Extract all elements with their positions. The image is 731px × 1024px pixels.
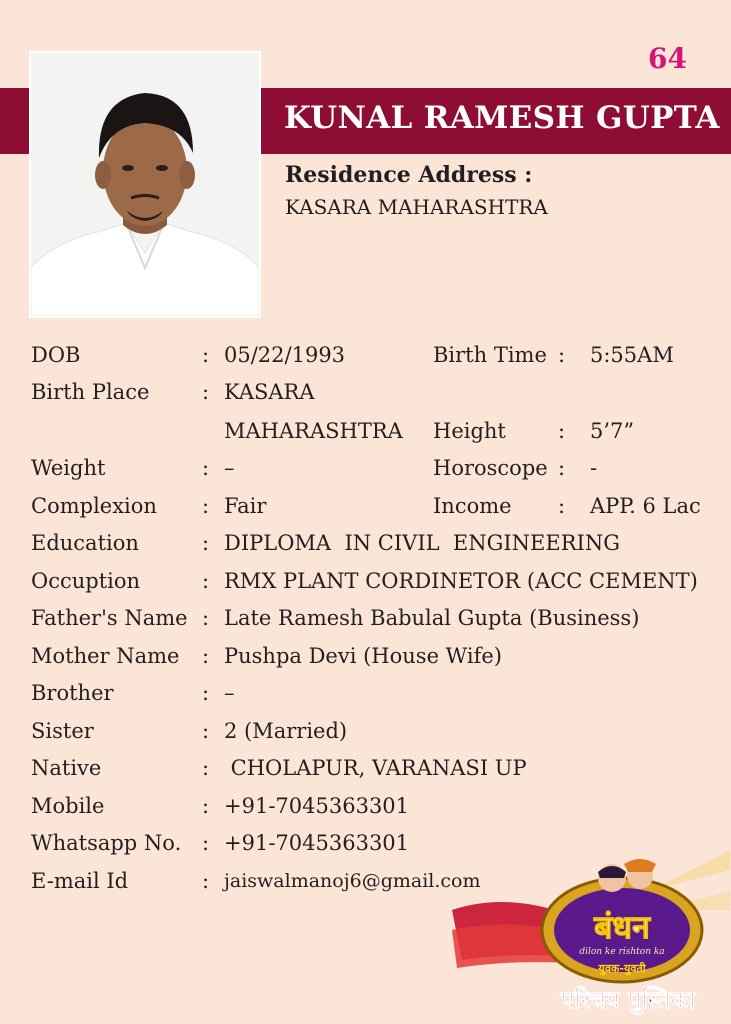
- horoscope-separator: :: [558, 456, 566, 480]
- height-value: 5’7”: [590, 419, 635, 443]
- father-name-separator: :: [202, 606, 210, 630]
- birth-place-value-line2: MAHARASHTRA: [224, 419, 403, 443]
- logo-bottom-text: परिचय पुस्तिका: [560, 986, 696, 1014]
- brother-separator: :: [202, 681, 210, 705]
- mobile-value: +91-7045363301: [224, 794, 410, 818]
- birth-place-value-line1: KASARA: [224, 380, 315, 404]
- complexion-value: Fair: [224, 494, 267, 518]
- native-label: Native: [31, 756, 102, 780]
- education-separator: :: [202, 531, 210, 555]
- income-value: APP. 6 Lac: [590, 494, 701, 518]
- birth-time-value: 5:55AM: [590, 343, 674, 367]
- brother-label: Brother: [31, 681, 114, 705]
- weight-value: –: [224, 456, 235, 480]
- profile-photo: [29, 51, 261, 318]
- whatsapp-value: +91-7045363301: [224, 831, 410, 855]
- dob-label: DOB: [31, 343, 81, 367]
- brother-value: –: [224, 681, 235, 705]
- sister-separator: :: [202, 719, 210, 743]
- horoscope-value: -: [590, 456, 598, 480]
- dob-separator: :: [202, 343, 210, 367]
- father-name-value: Late Ramesh Babulal Gupta (Business): [224, 606, 640, 630]
- native-separator: :: [202, 756, 210, 780]
- weight-separator: :: [202, 456, 210, 480]
- candidate-name: KUNAL RAMESH GUPTA: [284, 100, 720, 136]
- whatsapp-separator: :: [202, 831, 210, 855]
- complexion-label: Complexion: [31, 494, 157, 518]
- occupation-separator: :: [202, 569, 210, 593]
- sister-value: 2 (Married): [224, 719, 348, 743]
- mother-name-value: Pushpa Devi (House Wife): [224, 644, 502, 668]
- logo-subtitle: युवक-युवती: [598, 962, 646, 975]
- logo-tagline: dilon ke rishton ka: [579, 947, 665, 957]
- logo-title: बंधन: [594, 908, 650, 946]
- email-separator: :: [202, 869, 210, 893]
- birth-place-label: Birth Place: [31, 380, 150, 404]
- email-label: E-mail Id: [31, 869, 129, 893]
- mother-name-label: Mother Name: [31, 644, 180, 668]
- birth-place-separator: :: [202, 380, 210, 404]
- education-label: Education: [31, 531, 139, 555]
- mother-name-separator: :: [202, 644, 210, 668]
- occupation-value: RMX PLANT CORDINETOR (ACC CEMENT): [224, 569, 698, 593]
- address-value: KASARA MAHARASHTRA: [285, 195, 548, 219]
- mobile-separator: :: [202, 794, 210, 818]
- horoscope-label: Horoscope: [433, 456, 548, 480]
- dob-value: 05/22/1993: [224, 343, 346, 367]
- height-separator: :: [558, 419, 566, 443]
- occupation-label: Occuption: [31, 569, 141, 593]
- bandhan-logo: [452, 850, 730, 1022]
- native-value: CHOLAPUR, VARANASI UP: [224, 756, 527, 780]
- height-label: Height: [433, 419, 506, 443]
- birth-time-separator: :: [558, 343, 566, 367]
- birth-time-label: Birth Time: [433, 343, 547, 367]
- sister-label: Sister: [31, 719, 94, 743]
- page-number: 64: [648, 42, 687, 75]
- education-value: DIPLOMA IN CIVIL ENGINEERING: [224, 531, 620, 555]
- income-label: Income: [433, 494, 512, 518]
- father-name-label: Father's Name: [31, 606, 188, 630]
- address-label: Residence Address :: [285, 162, 533, 188]
- email-value: jaiswalmanoj6@gmail.com: [224, 870, 481, 892]
- weight-label: Weight: [31, 456, 106, 480]
- mobile-label: Mobile: [31, 794, 105, 818]
- complexion-separator: :: [202, 494, 210, 518]
- income-separator: :: [558, 494, 566, 518]
- whatsapp-label: Whatsapp No.: [31, 831, 182, 855]
